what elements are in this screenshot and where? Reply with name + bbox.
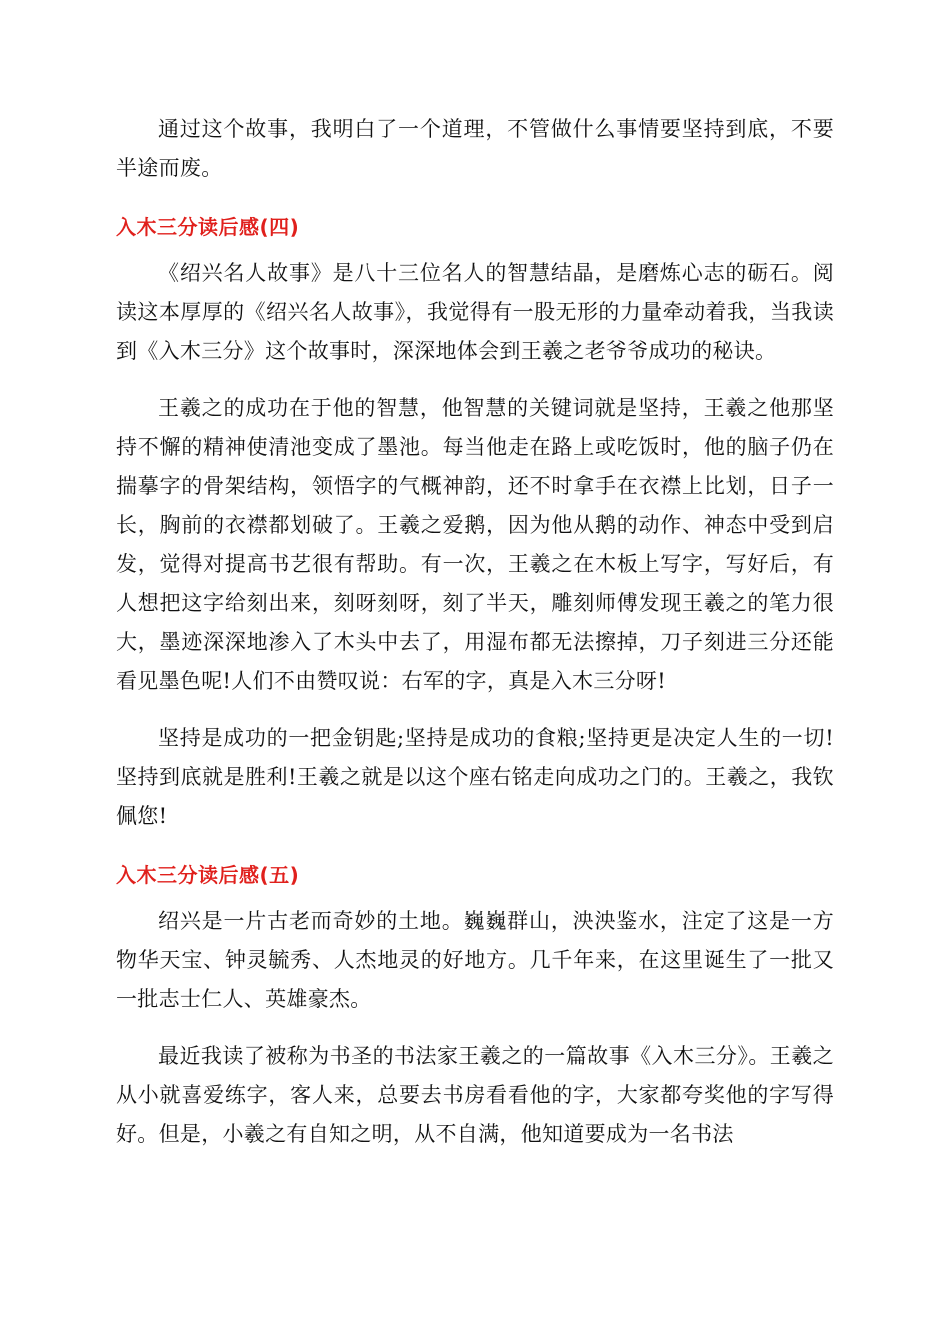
document-page: [116, 110, 834, 1154]
paragraph: 绍兴是一片古老而奇妙的土地。巍巍群山，泱泱鉴水，注定了这是一方物华天宝、钟灵毓秀、人杰地灵的好地方。几千年来，在这里诞生了一批又一批志士仁人、英雄豪杰。: [116, 909, 834, 1011]
section-heading: 入木三分读后感(四): [116, 215, 300, 239]
intro-paragraph: 通过这个故事，我明白了一个道理，不管做什么事情要坚持到底，不要半途而废。: [116, 117, 834, 180]
paragraph: 王羲之的成功在于他的智慧，他智慧的关键词就是坚持，王羲之他那坚持不懈的精神使清池变成了墨池。每当他走在路上或吃饭时，他的脑子仍在揣摹字的骨架结构，领悟字的气概神韵，还不时拿手在衣襟上比划，日子一长，胸前的衣襟都划破了。王羲之爱鹅，因为他从鹅的动作、神态中受到启发，觉得对提高书艺很有帮助。有一次，王羲之在木板上写字，写好后，有人想把这字给刻出来，刻呀刻呀，刻了半天，雕刻师傅发现王羲之的笔力很大，墨迹深深地渗入了木头中去了，用湿布都无法擦掉，刀子刻进三分还能看见墨色呢!人们不由赞叹说：右军的字，真是入木三分呀!: [116, 396, 834, 693]
paragraph: 最近我读了被称为书圣的书法家王羲之的一篇故事《入木三分》。王羲之从小就喜爱练字，客人来，总要去书房看看他的字，大家都夸奖他的字写得好。但是，小羲之有自知之明，从不自满，他知道要成为一名书法: [116, 1044, 834, 1146]
paragraph: 《绍兴名人故事》是八十三位名人的智慧结晶，是磨炼心志的砺石。阅读这本厚厚的《绍兴名人故事》，我觉得有一股无形的力量牵动着我，当我读到《入木三分》这个故事时，深深地体会到王羲之老爷爷成功的秘诀。: [116, 261, 834, 363]
section-heading: 入木三分读后感(五): [116, 863, 300, 887]
paragraph: 坚持是成功的一把金钥匙;坚持是成功的食粮;坚持更是决定人生的一切!坚持到底就是胜利!王羲之就是以这个座右铭走向成功之门的。王羲之，我钦佩您!: [116, 726, 834, 828]
